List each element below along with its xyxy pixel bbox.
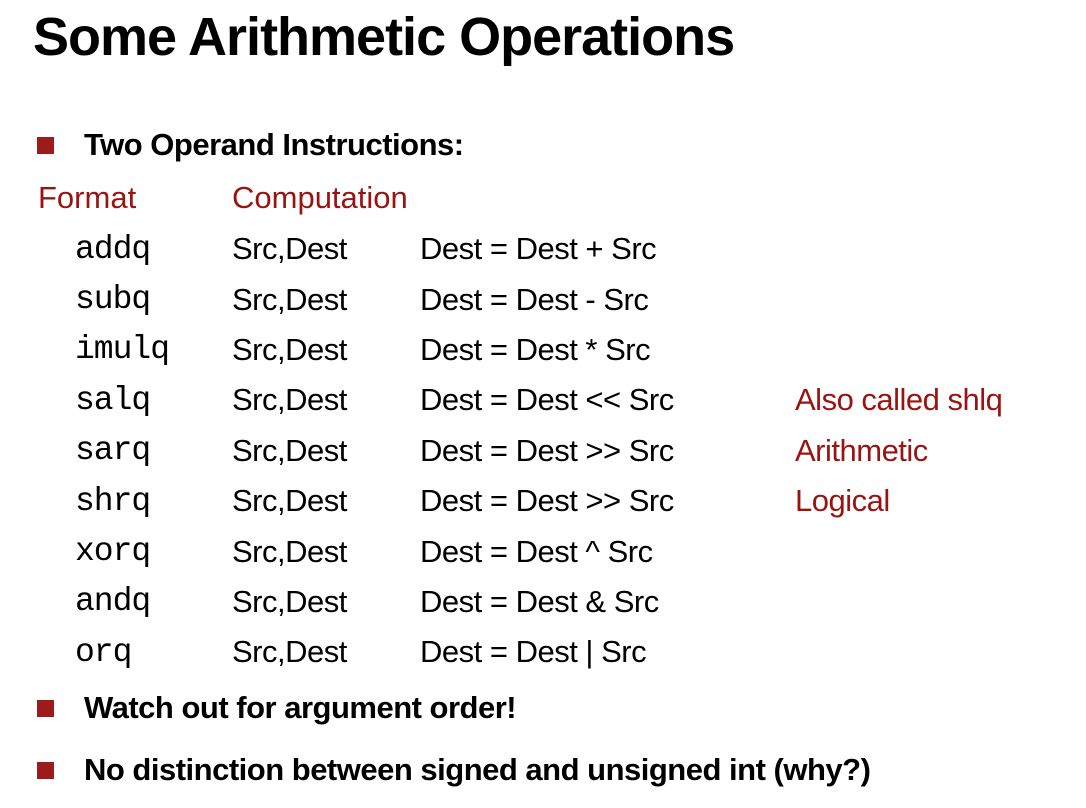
bullet-label: Two Operand Instructions: — [84, 127, 464, 162]
instruction-computation: Dest = Dest + Src — [420, 231, 657, 267]
table-column-headers — [0, 180, 1086, 220]
bullet-square-icon — [37, 137, 54, 154]
instruction-computation: Dest = Dest - Src — [420, 281, 649, 317]
instruction-mnemonic: imulq — [75, 331, 170, 369]
instruction-mnemonic: orq — [75, 633, 132, 671]
instruction-operands: Src,Dest — [232, 331, 347, 367]
computation-column-header: Computation — [232, 180, 408, 215]
bullet-label: Watch out for argument order! — [84, 690, 517, 725]
instruction-row — [75, 274, 1086, 324]
instruction-operands: Src,Dest — [232, 634, 347, 670]
instruction-operands: Src,Dest — [232, 533, 347, 569]
instruction-row — [75, 476, 1086, 526]
page-title: Some Arithmetic Operations — [33, 7, 735, 67]
instruction-computation: Dest = Dest | Src — [420, 634, 647, 670]
instruction-note: Logical — [795, 483, 890, 519]
bullet-two-operand-instructions — [37, 128, 464, 162]
instruction-mnemonic: salq — [75, 381, 151, 419]
bullet-square-icon — [37, 700, 54, 717]
instruction-computation: Dest = Dest >> Src — [420, 432, 674, 468]
instruction-mnemonic: subq — [75, 281, 151, 319]
instruction-table — [75, 224, 1086, 678]
instruction-mnemonic: addq — [75, 230, 151, 268]
instruction-operands: Src,Dest — [232, 231, 347, 267]
instruction-computation: Dest = Dest & Src — [420, 583, 659, 619]
instruction-operands: Src,Dest — [232, 432, 347, 468]
bullet-label: No distinction between signed and unsigned int (why?) — [84, 752, 871, 787]
bullet-argument-order — [37, 691, 516, 725]
bullet-no-distinction — [37, 753, 870, 787]
instruction-computation: Dest = Dest ^ Src — [420, 533, 653, 569]
instruction-row — [75, 526, 1086, 576]
instruction-row — [75, 577, 1086, 627]
instruction-mnemonic: shrq — [75, 482, 151, 520]
instruction-row — [75, 224, 1086, 274]
instruction-note: Arithmetic — [795, 432, 928, 468]
instruction-mnemonic: sarq — [75, 432, 151, 470]
instruction-computation: Dest = Dest >> Src — [420, 483, 674, 519]
instruction-row — [75, 375, 1086, 425]
instruction-computation: Dest = Dest * Src — [420, 331, 651, 367]
instruction-note: Also called shlq — [795, 382, 1003, 418]
instruction-row — [75, 426, 1086, 476]
instruction-operands: Src,Dest — [232, 483, 347, 519]
instruction-operands: Src,Dest — [232, 382, 347, 418]
instruction-mnemonic: xorq — [75, 533, 151, 571]
instruction-mnemonic: andq — [75, 583, 151, 621]
format-column-header: Format — [38, 180, 137, 215]
instruction-computation: Dest = Dest << Src — [420, 382, 674, 418]
bullet-square-icon — [37, 762, 54, 779]
instruction-operands: Src,Dest — [232, 583, 347, 619]
instruction-operands: Src,Dest — [232, 281, 347, 317]
instruction-row — [75, 325, 1086, 375]
instruction-row — [75, 627, 1086, 677]
